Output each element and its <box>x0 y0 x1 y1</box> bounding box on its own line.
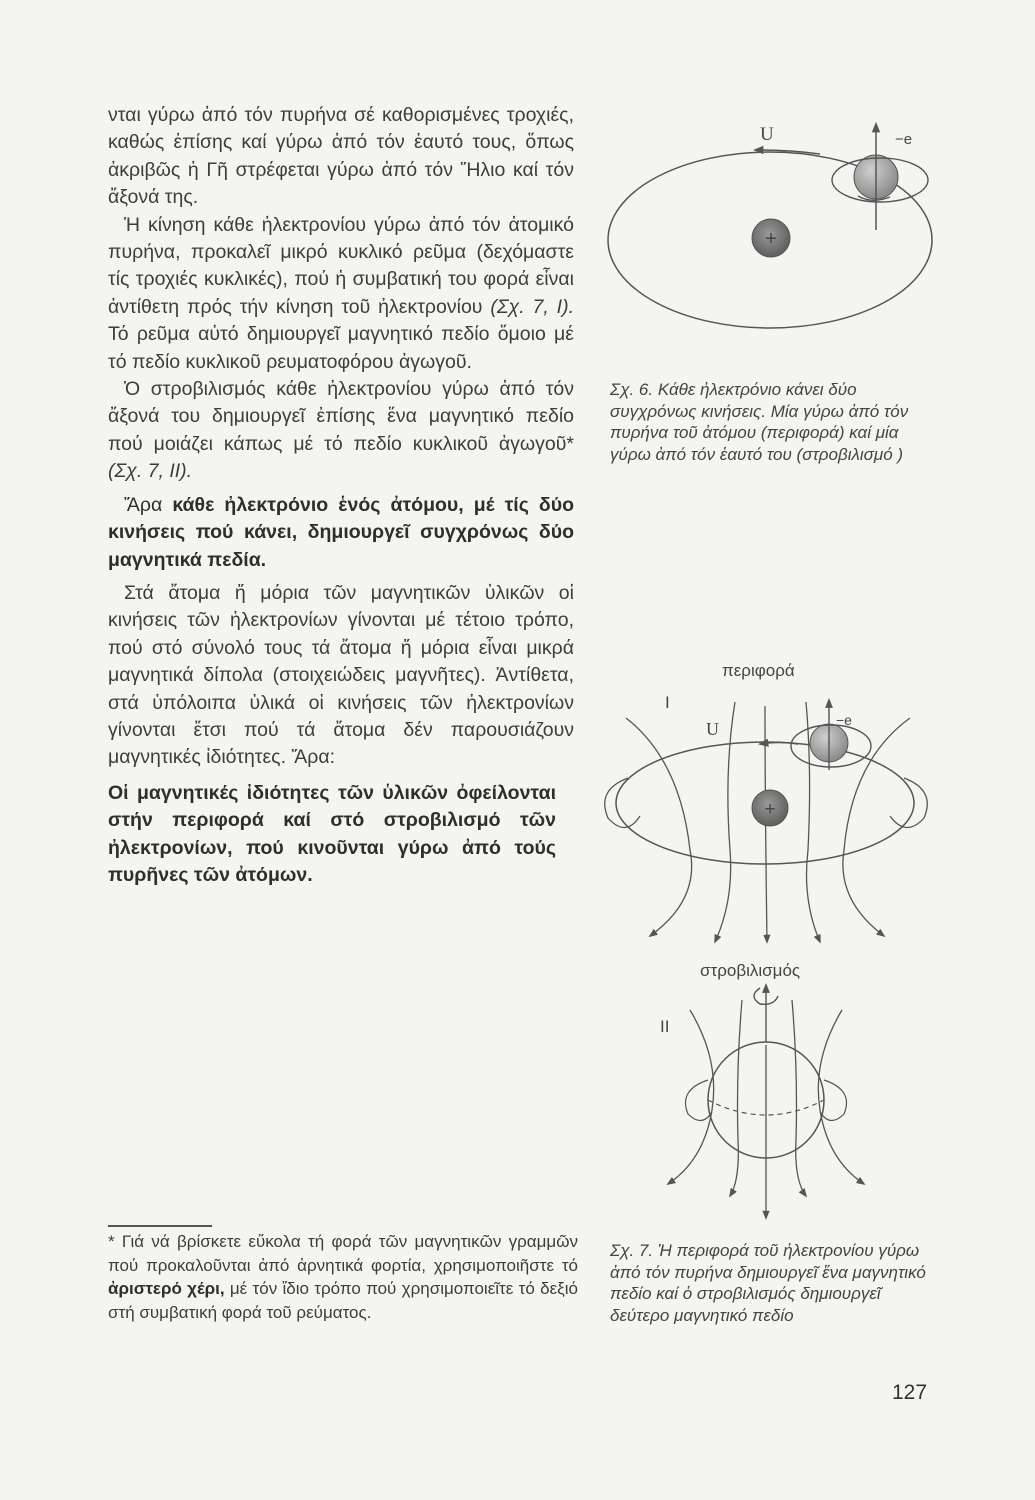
paragraph-orbital-current-text-2: Τό ρεῦμα αὐτό δημιουργεῖ μαγνητικό πεδίο ὅμοιο μέ τό πεδίο κυκλικοῦ ρευματοφόρου ἀγωγοῦ. <box>108 323 574 373</box>
fig7-field-line-5 <box>843 718 910 936</box>
footnote-text-1: * Γιά νά βρίσκετε εὔκολα τή φορά τῶν μαγνητικῶν γραμμῶν πού προκαλοῦνται ἀπό ἀρνητικά φορτία, χρησιμοποιῆστε τό <box>108 1232 578 1275</box>
paragraph-spin-field-text: Ὁ στροβιλισμός κάθε ἠλεκτρονίου γύρω ἀπό τόν ἄξονά του δημιουργεῖ ἐπίσης ἕνα μαγνητικό πεδίο πού μοιάζει κάπως μέ τό πεδίο κυκλικοῦ ἀγωγοῦ* <box>108 378 574 455</box>
paragraph-magnetic-materials: Στά ἄτομα ἤ μόρια τῶν μαγνητικῶν ὑλικῶν οἱ κινήσεις τῶν ἠλεκτρονίων γίνονται μέ τέτοιο τρόπο, πού στό σύνολό τους τά ἄτομα ἤ μόρια εἶναι μικρά μαγνητικά δίπολα (στοιχειώδεις μαγνῆτες). Ἀντίθετα, στά ὑπόλοιπα ὑλικά οἱ κινήσεις τῶν ἠλεκτρονίων γίνονται ἔτσι πού τά ἄτομα δέν παρουσιάζουν μαγνητικές ἰδιότητες. Ἄρα: <box>108 581 574 769</box>
figure-reference-7-1: (Σχ. 7, I). <box>490 295 575 318</box>
footnote-bold: ἀριστερό χέρι, <box>108 1279 225 1299</box>
fig7-label-ii: II <box>660 1017 670 1036</box>
figure-6-caption: Σχ. 6. Κάθε ἠλεκτρόνιο κάνει δύο συγχρόνως κινήσεις. Μία γύρω ἀπό τόν πυρήνα τοῦ ἀτόμου (περιφορά) καί μία γύρω ἀπό τόν ἑαυτό του (στροβιλισμό ) <box>610 380 909 464</box>
fig7-orbit-arrow <box>760 743 798 745</box>
paragraph-two-fields-bold: κάθε ἠλεκτρόνιο ἑνός ἀτόμου, μέ τίς δύο κινήσεις πού κάνει, δημιουργεῖ συγχρόνως δύο μαγνητικά πεδία. <box>108 493 574 571</box>
fig6-label-e: −e <box>895 131 913 148</box>
conclusion-statement: Οἱ μαγνητικές ἰδιότητες τῶν ὑλικῶν ὀφείλονται στήν περιφορά καί στό στροβιλισμό τῶν ἠλεκτρονίων, πού κινοῦνται γύρω ἀπό τούς πυρῆνες τῶν ἀτόμων. <box>108 781 556 886</box>
footnote-text-2: μέ τόν ἴδιο τρόπο πού χρησιμοποιεῖτε τό δεξιό στή συμβατική φορά τοῦ ρεύματος. <box>108 1279 578 1322</box>
fig7-label-u: U <box>706 719 719 739</box>
page-number: 127 <box>892 1381 928 1404</box>
fig7-spin-field-5 <box>818 1010 864 1184</box>
fig7-label-e: −e <box>836 712 852 728</box>
fig7-label-i: I <box>665 693 670 712</box>
figure-7-orbit <box>605 661 928 942</box>
paragraph-orbits: νται γύρω ἀπό τόν πυρήνα σέ καθορισμένες τροχιές, καθώς ἐπίσης καί γύρω ἀπό τόν ἑαυτό τους, ὅπως ἀκριβῶς ἡ Γῆ στρέφεται γύρω ἀπό τόν Ἥλιο καί τόν ἄξονά της. <box>108 104 574 209</box>
paragraph-orbital-current-text: Ἡ κίνηση κάθε ἠλεκτρονίου γύρω ἀπό τόν ἀτομικό πυρήνα, προκαλεῖ μικρό κυκλικό ρεῦμα (δεχόμαστε τίς τροχιές κυκλικές), πού ἡ συμβατική του φορά εἶναι ἀντίθετη πρός τήν κίνηση τοῦ ἠλεκτρονίου <box>108 213 574 318</box>
fig7-field-line-1 <box>626 718 692 936</box>
paragraph-two-fields-lead: Ἄρα <box>124 493 163 516</box>
fig7-label-orbit: περιφορά <box>722 661 795 680</box>
figure-7-spin <box>660 961 864 1218</box>
fig7-spin-field-4 <box>792 1000 806 1196</box>
fig7-spin-field-1 <box>668 1010 714 1184</box>
figure-6 <box>608 124 932 328</box>
fig7-spin-field-2 <box>730 1000 742 1196</box>
figure-7-caption: Σχ. 7. Ἡ περιφορά τοῦ ἠλεκτρονίου γύρω ἀπό τόν πυρήνα δημιουργεῖ ἕνα μαγνητικό πεδίο καί ὁ στροβιλισμός δημιουργεῖ δεύτερο μαγνητικό πεδίο <box>610 1241 926 1325</box>
fig6-label-u: U <box>760 124 774 145</box>
figure-reference-7-2: (Σχ. 7, II). <box>108 460 193 483</box>
fig7-label-spin: στροβιλισμός <box>700 961 801 980</box>
fig6-nucleus-plus: + <box>765 228 777 250</box>
fig7-nucleus-plus: + <box>764 799 776 820</box>
